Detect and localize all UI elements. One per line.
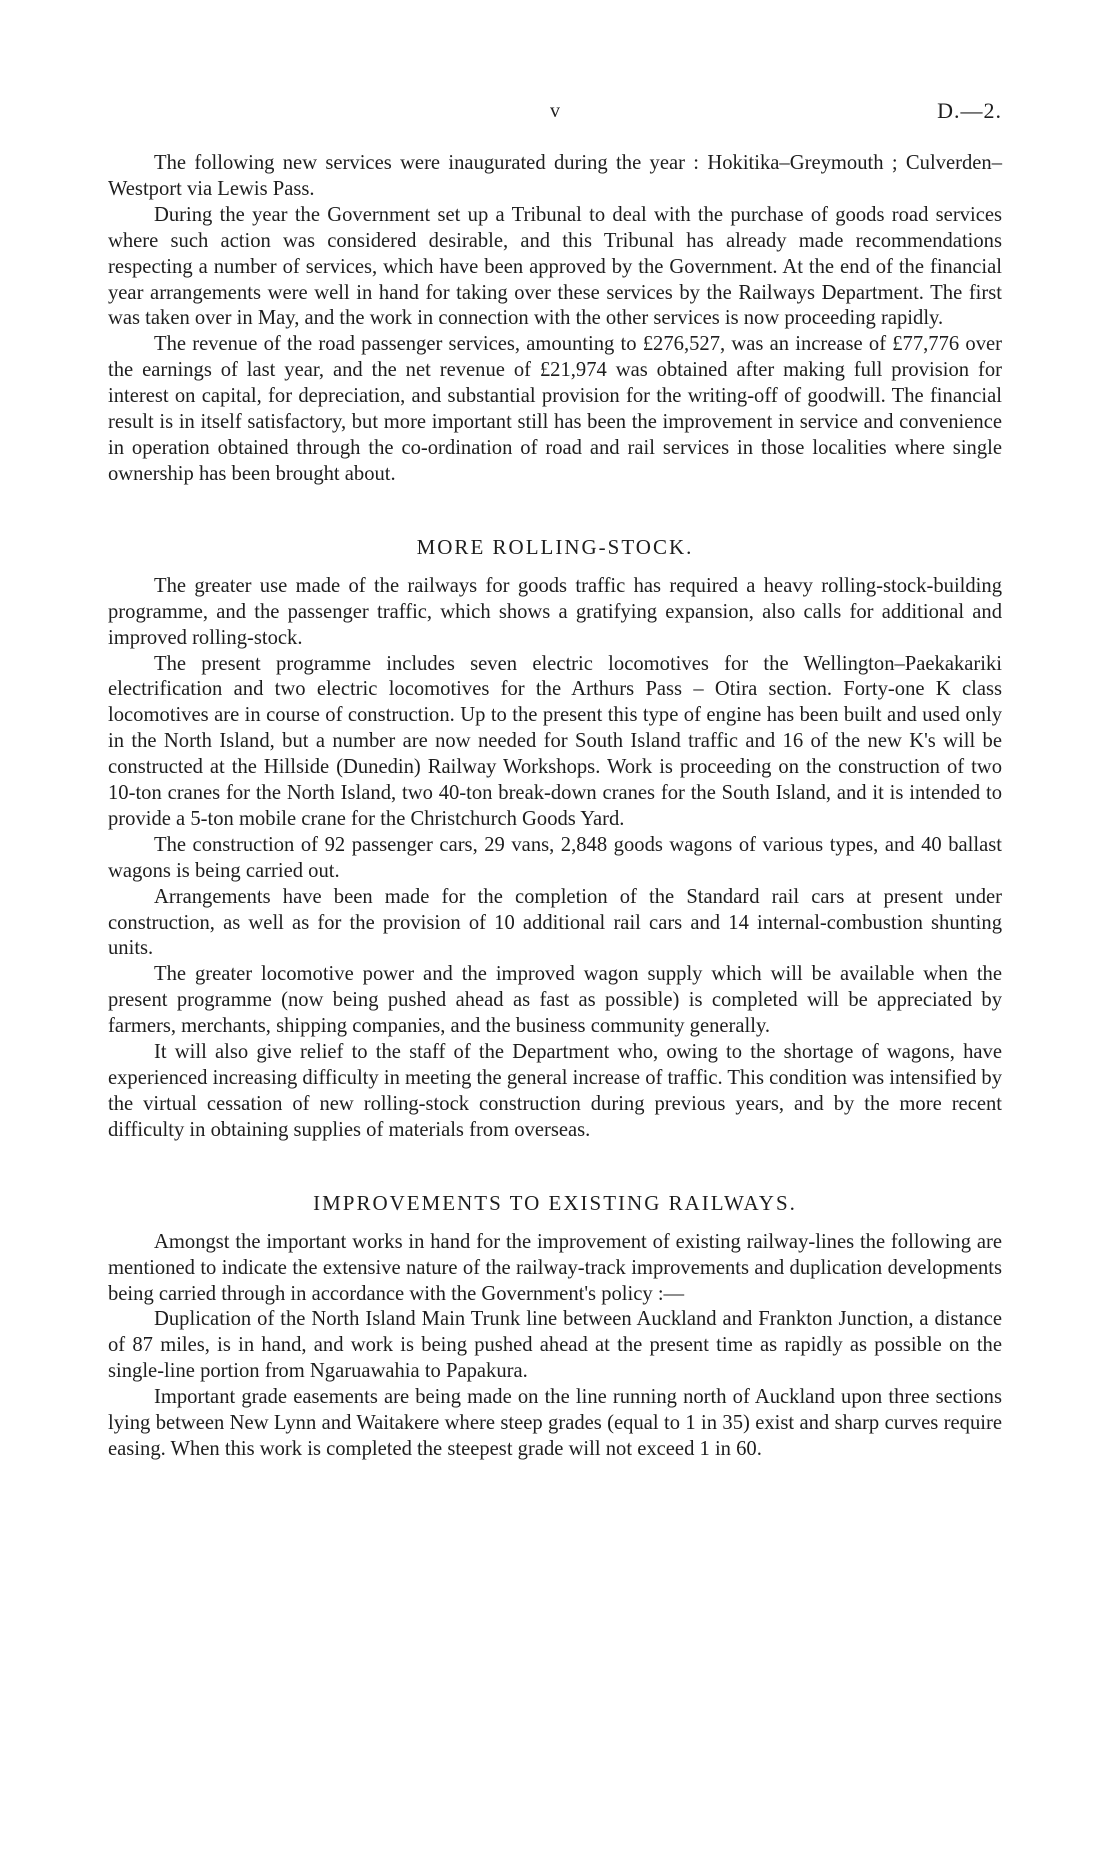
rolling-stock-paragraph: The construction of 92 passenger cars, 29 vans, 2,848 goods wagons of various types, and 40 ballast wagons is being carried out. [108,833,1002,882]
document-reference: D.—2. [937,98,1002,123]
improvements-paragraph: Important grade easements are being made on the line running north of Auckland upon three sections lying between New Lynn and Waitakere where steep grades (equal to 1 in 35) exist and sharp curves require easing. When this work is completed the steepest grade will not exceed 1 in 60. [108,1386,1002,1460]
page-header [108,100,1002,130]
rolling-stock-paragraph: Arrangements have been made for the completion of the Standard rail cars at present under construction, as well as for the provision of 10 additional rail cars and 14 internal-combustion shunting units. [108,885,1002,960]
rolling-stock-paragraph: It will also give relief to the staff of the Department who, owing to the shortage of wagons, have experienced increasing difficulty in meeting the general increase of traffic. This condition was intensified by the virtual cessation of new rolling-stock construction during previous years, and by the more recent difficulty in obtaining supplies of materials from overseas. [108,1041,1002,1141]
rolling-stock-paragraph: The greater use made of the railways for goods traffic has required a heavy rolling-stock-building programme, and the passenger traffic, which shows a gratifying expansion, also calls for additional and improved rolling-stock. [108,574,1002,649]
page-number: v [550,100,560,122]
intro-paragraph: The revenue of the road passenger services, amounting to £276,527, was an increase of £77,776 over the earnings of last year, and the net revenue of £21,974 was obtained after making full provision for interest on capital, for depreciation, and substantial provision for the writing-off of goodwill. The financial result is in itself satisfactory, but more important still has been the improvement in service and convenience in operation obtained through the co-ordination of road and rail services in those localities where single ownership has been brought about. [108,333,1002,485]
intro-paragraph: The following new services were inaugurated during the year : Hokitika–Greymouth ; Culverden–Westport via Lewis Pass. [108,152,1002,200]
rolling-stock-paragraph: The present programme includes seven electric locomotives for the Wellington–Paekakariki electrification and two electric locomotives for the Arthurs Pass – Otira section. Forty-one K class locomotives are in course of construction. Up to the present this type of engine has been built and used only in the North Island, but a number are now needed for South Island traffic and 16 of the new K's will be constructed at the Hillside (Dunedin) Railway Workshops. Work is proceeding on the construction of two 10-ton cranes for the North Island, two 40-ton break-down cranes for the South Island, and it is intended to provide a 5-ton mobile crane for the Christchurch Goods Yard. [108,652,1002,830]
section-heading-rolling-stock: MORE ROLLING-STOCK. [416,534,694,559]
improvements-paragraph: Amongst the important works in hand for the improvement of existing railway-lines the following are mentioned to indicate the extensive nature of the railway-track improvements and duplication developments being carried through in accordance with the Government's policy :— [108,1230,1002,1305]
improvements-paragraph: Duplication of the North Island Main Trunk line between Auckland and Frankton Junction, a distance of 87 miles, is in hand, and work is being pushed ahead at the present time as rapidly as possible on the single-line portion from Ngaruawahia to Papakura. [108,1308,1002,1383]
rolling-stock-paragraph: The greater locomotive power and the improved wagon supply which will be available when the present programme (now being pushed ahead as fast as possible) is completed will be appreciated by farmers, merchants, shipping companies, and the business community generally. [108,963,1002,1038]
intro-paragraph: During the year the Government set up a Tribunal to deal with the purchase of goods road services where such action was considered desirable, and this Tribunal has already made recommendations respecting a number of services, which have been approved by the Government. At the end of the financial year arrangements were well in hand for taking over these services by the Railways Department. The first was taken over in May, and the work in connection with the other services is now proceeding rapidly. [108,203,1002,330]
body-text [108,151,1002,1463]
section-heading-improvements: IMPROVEMENTS TO EXISTING RAILWAYS. [313,1190,797,1215]
